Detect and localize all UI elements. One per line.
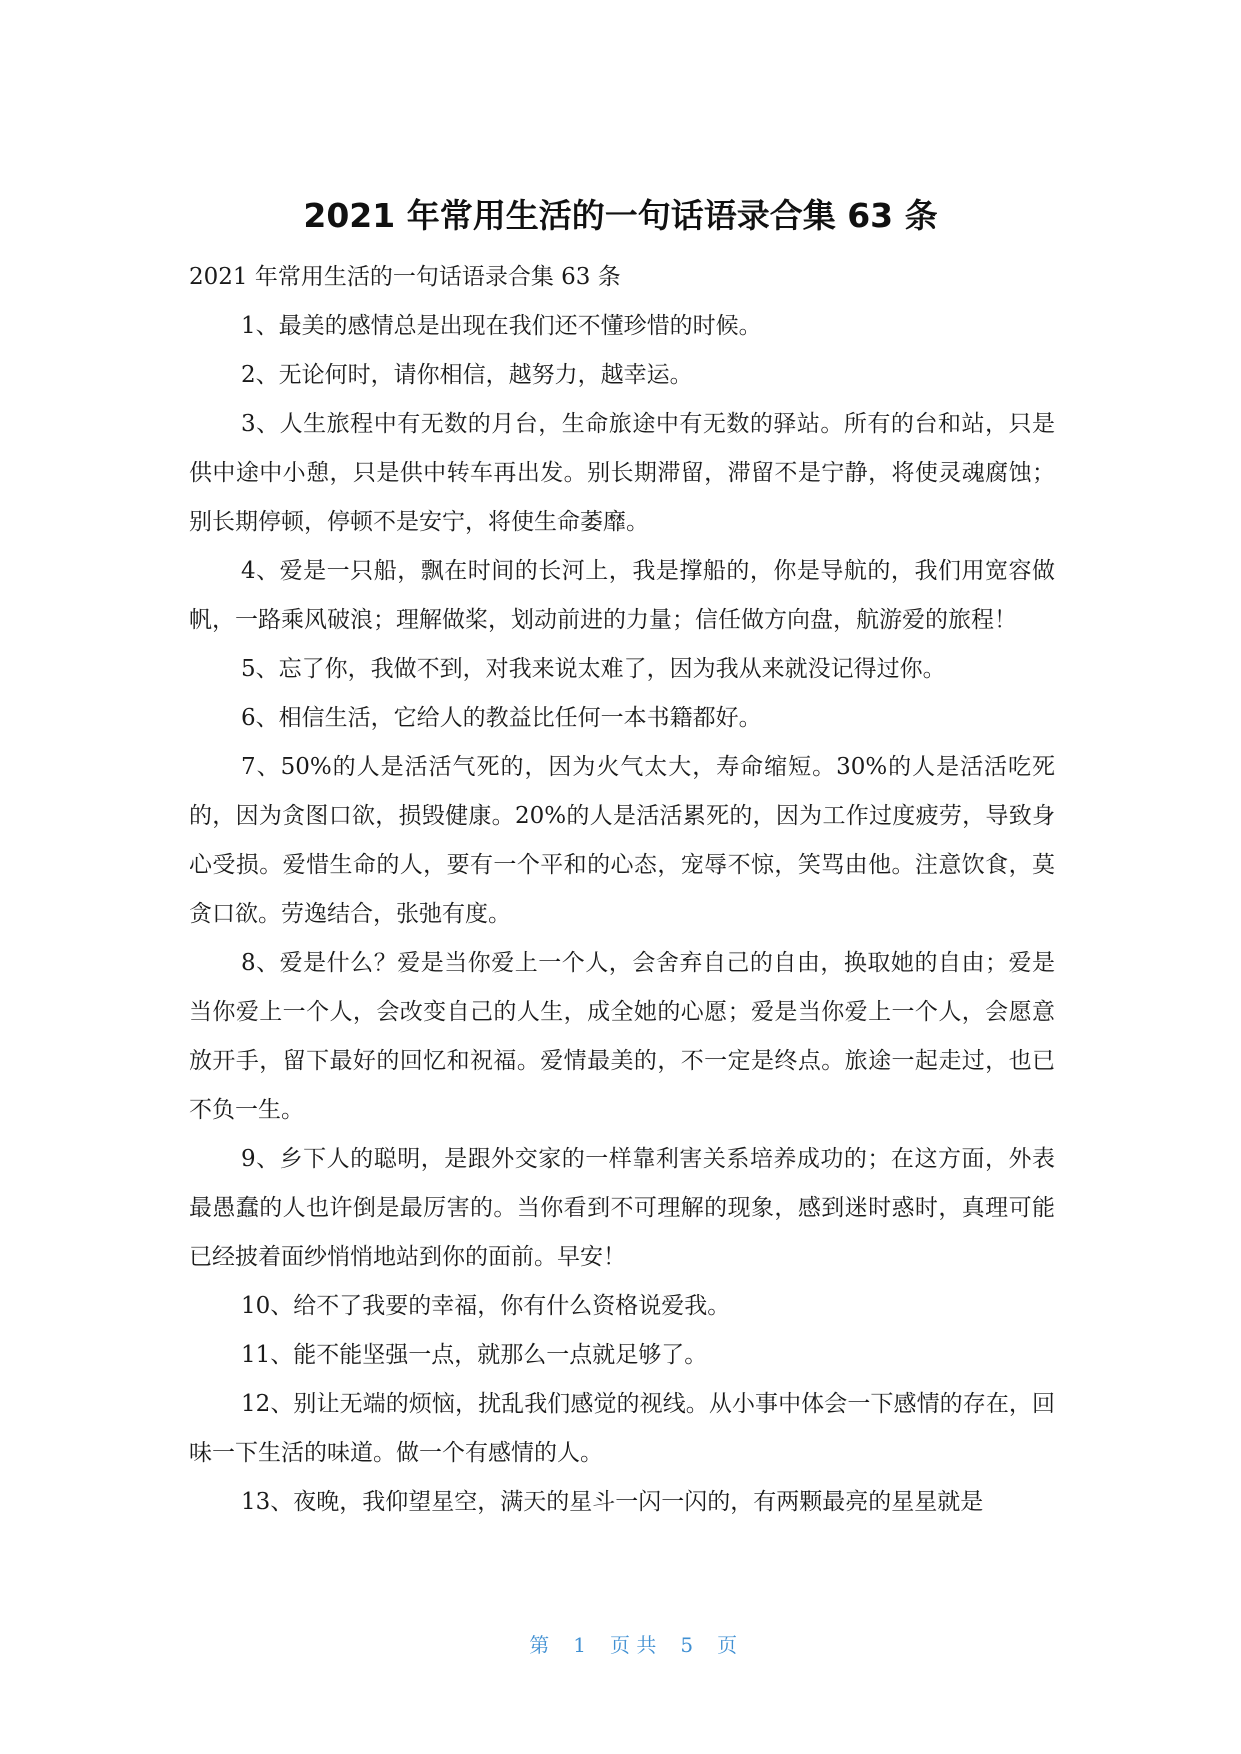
paragraph: 5、忘了你，我做不到，对我来说太难了，因为我从来就没记得过你。 [241,656,946,682]
paragraph: 8、爱是什么？爱是当你爱上一个人，会舍弃自己的自由，换取她的自由；爱是当你爱上一个人，会改变自己的人生，成全她的心愿；爱是当你爱上一个人，会愿意放开手，留下最好的回忆和祝福。爱情最美的，不一定是终点。旅途一起走过，也已不负一生。 [189,950,1055,1123]
paragraph: 10、给不了我要的幸福，你有什么资格说爱我。 [241,1293,731,1319]
paragraph: 1、最美的感情总是出现在我们还不懂珍惜的时候。 [241,313,762,339]
footer-total-pages: 5 [680,1633,694,1657]
footer-of-label: 页 共 [610,1633,657,1657]
document-title: 2021 年常用生活的一句话语录合集 63 条 [303,196,938,235]
paragraph: 6、相信生活，它给人的教益比任何一本书籍都好。 [241,705,762,731]
paragraph: 12、别让无端的烦恼，扰乱我们感觉的视线。从小事中体会一下感情的存在，回味一下生活的味道。做一个有感情的人。 [189,1391,1055,1466]
footer-page-label: 第 [529,1633,550,1657]
footer-pages-label: 页 [717,1633,738,1657]
paragraph: 2、无论何时，请你相信，越努力，越幸运。 [241,362,693,388]
footer-current-page: 1 [573,1633,587,1657]
paragraph: 3、人生旅程中有无数的月台，生命旅途中有无数的驿站。所有的台和站，只是供中途中小憩，只是供中转车再出发。别长期滞留，滞留不是宁静，将使灵魂腐蚀；别长期停顿，停顿不是安宁，将使生命萎靡。 [189,411,1055,535]
document-body [189,253,1055,1527]
document-subtitle: 2021 年常用生活的一句话语录合集 63 条 [189,264,621,290]
paragraph: 9、乡下人的聪明，是跟外交家的一样靠利害关系培养成功的；在这方面，外表最愚蠢的人也许倒是最厉害的。当你看到不可理解的现象，感到迷时惑时，真理可能已经披着面纱悄悄地站到你的面前。早安！ [189,1146,1055,1270]
paragraph: 13、夜晚，我仰望星空，满天的星斗一闪一闪的，有两颗最亮的星星就是 [241,1489,984,1515]
paragraph: 7、50%的人是活活气死的，因为火气太大，寿命缩短。30%的人是活活吃死的，因为贪图口欲，损毁健康。20%的人是活活累死的，因为工作过度疲劳，导致身心受损。爱惜生命的人，要有一个平和的心态，宠辱不惊，笑骂由他。注意饮食，莫贪口欲。劳逸结合，张弛有度。 [189,754,1055,927]
paragraph: 11、能不能坚强一点，就那么一点就足够了。 [241,1342,708,1368]
page-footer [0,1605,1241,1682]
paragraph: 4、爱是一只船，飘在时间的长河上，我是撑船的，你是导航的，我们用宽容做帆，一路乘风破浪；理解做桨，划动前进的力量；信任做方向盘，航游爱的旅程！ [189,558,1055,633]
